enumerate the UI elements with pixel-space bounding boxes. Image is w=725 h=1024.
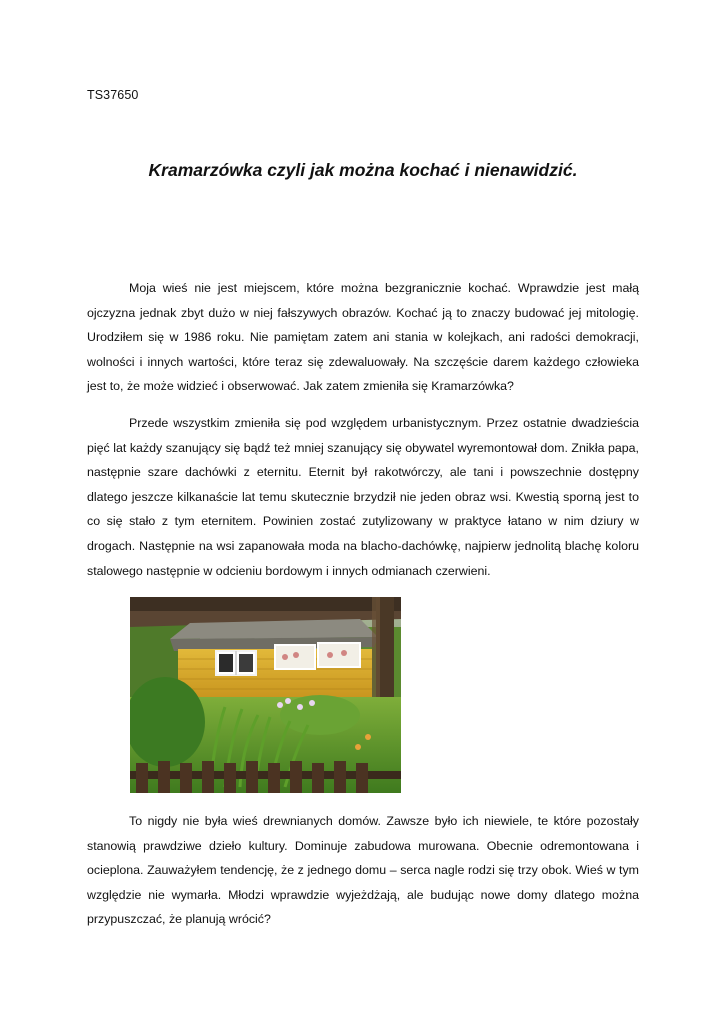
paragraph-3: To nigdy nie była wieś drewnianych domów. Zawsze było ich niewiele, te które pozostały stanowią prawdziwe dzieło kultury. Dominuje zabudowa murowana. Obecnie odremontowana i ocieplona. Zauważyłem tendencję, że z jednego domu – serca nagle rodzi się trzy obok. Wieś w tym względzie nie wymarła. Młodzi wprawdzie wyjeżdżają, ale budując nowe domy dlatego można przypuszczać, że planują wrócić? [87, 814, 639, 927]
paragraph-2: Przede wszystkim zmieniła się pod względem urbanistycznym. Przez ostatnie dwadzieścia pięć lat każdy szanujący się bądź też mniej szanujący się obywatel wyremontował dom. Znikła papa, następnie szare dachówki z eternitu. Eternit był rakotwórczy, ale tani i powszechnie dostępny dlatego jeszcze kilkanaście lat temu skutecznie brzydził nie jeden obraz wsi. Kwestią sporną jest to co się stało z tym eternitem. Powinien zostać zutylizowany w praktyce łatano w nim dziury w drogach. Następnie na wsi zapanowała moda na blacho-dachówkę, najpierw jednolitą blachę koloru stalowego następnie w odcieniu bordowym i innych odmianach czerwieni. [87, 416, 639, 578]
paragraph-1: Moja wieś nie jest miejscem, które można bezgranicznie kochać. Wprawdzie jest małą ojczyzna jednak zbyt dużo w niej fałszywych obrazów. Kochać ją to znaczy budować jej mitologię. Urodziłem się w 1986 roku. Nie pamiętam zatem ani stania w kolejkach, ani radości demokracji, wolności i innych wartości, które teraz się zdewaluowały. Na szczęście darem każdego człowieka jest to, że może widzieć i obserwować. Jak zatem zmieniła się Kramarzówka? [87, 281, 639, 394]
document-id: TS37650 [87, 88, 139, 102]
document-title: Kramarzówka czyli jak można kochać i nienawidzić. [148, 160, 578, 180]
house-garden-photo [130, 597, 401, 793]
